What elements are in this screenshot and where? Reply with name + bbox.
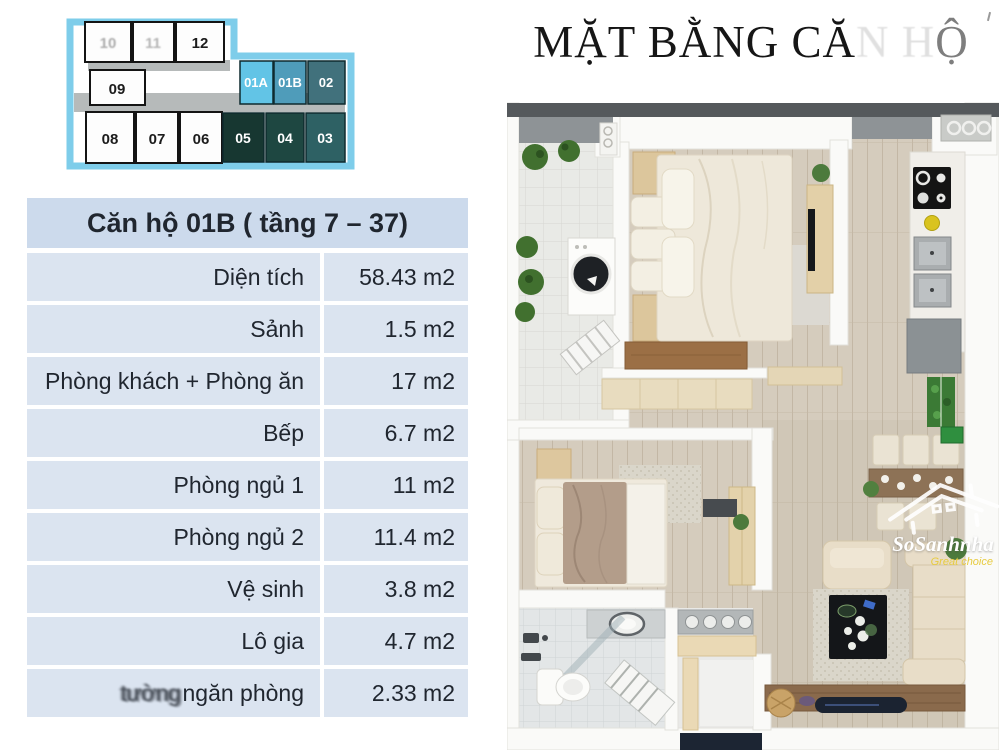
svg-text:01A: 01A (244, 75, 268, 90)
spec-label: Sảnh (27, 305, 320, 353)
green-vase (941, 427, 963, 443)
spec-label-text: ngăn phòng (182, 679, 304, 706)
watermark-tagline: Great choice (930, 556, 993, 568)
coffee-table (829, 595, 887, 659)
spec-label: Lô gia (27, 617, 320, 665)
spec-row-lo-gia (27, 617, 468, 665)
spec-value: 2.33 m2 (324, 669, 468, 717)
cooktop (913, 167, 951, 209)
spec-row-phong-ngu-2 (27, 513, 468, 561)
page-title (505, 16, 997, 68)
floor-plan-render (507, 97, 999, 750)
plant (812, 164, 830, 182)
unit-09 (90, 70, 145, 105)
title-faded-letter: Ộ (935, 17, 969, 67)
floor-plan-svg (507, 97, 999, 750)
unit-05 (223, 113, 264, 162)
spec-value: 17 m2 (324, 357, 468, 405)
bench (768, 367, 842, 385)
dish-rack (678, 610, 753, 634)
unit-06 (180, 112, 222, 163)
spec-value: 11 m2 (324, 461, 468, 509)
svg-text:10: 10 (99, 35, 117, 52)
title-visible-part: MẶT BẰNG CĂ (533, 17, 856, 67)
svg-text:12: 12 (191, 35, 209, 52)
spec-row-phong-ngu-1 (27, 461, 468, 509)
svg-text:04: 04 (277, 130, 293, 146)
spec-value: 58.43 m2 (324, 253, 468, 301)
tv-screen (808, 209, 815, 271)
entry-cabinet (683, 658, 698, 730)
entry-console (678, 636, 756, 656)
svg-text:08: 08 (101, 131, 119, 148)
unit-12 (176, 22, 224, 62)
plant (733, 514, 749, 530)
spec-label: Phòng khách + Phòng ăn (27, 357, 320, 405)
svg-text:05: 05 (235, 130, 251, 146)
decor (799, 696, 815, 706)
spec-row-sanh (27, 305, 468, 353)
spec-row-phong-khach (27, 357, 468, 405)
spec-value: 1.5 m2 (324, 305, 468, 353)
unit-location-diagram (64, 15, 356, 171)
spec-row-ve-sinh (27, 565, 468, 613)
tv-cabinet (807, 185, 833, 293)
green-decor-panel (927, 377, 955, 427)
watermark (877, 477, 999, 568)
spec-label: Vệ sinh (27, 565, 320, 613)
unit-02 (308, 61, 345, 104)
unit-11 (133, 22, 174, 62)
svg-text:06: 06 (192, 131, 210, 148)
washing-machine (568, 238, 615, 315)
svg-text:11: 11 (145, 35, 161, 52)
unit-07 (136, 112, 178, 163)
unit-01b (274, 61, 306, 104)
hall-wardrobe (602, 379, 752, 409)
spec-label (27, 669, 320, 717)
title-faded-part: N H (855, 17, 936, 67)
spec-row-dien-tich (27, 253, 468, 301)
door-mat (680, 733, 762, 750)
spec-row-tuong-ngan-phong (27, 669, 468, 717)
single-bed (535, 479, 667, 587)
watermark-brand: SoSanhnha (892, 532, 994, 556)
shelf (703, 499, 737, 517)
bowl (925, 216, 940, 231)
fridge (907, 319, 961, 373)
unit-10 (85, 22, 131, 62)
svg-text:07: 07 (148, 131, 166, 148)
unit-04 (266, 113, 304, 162)
svg-text:02: 02 (318, 75, 334, 90)
watermark-house-icon (881, 477, 999, 535)
svg-text:01B: 01B (278, 75, 302, 90)
svg-text:03: 03 (317, 130, 333, 146)
unit-08 (86, 112, 134, 163)
unit-03 (306, 113, 345, 162)
spec-row-bep (27, 409, 468, 457)
spec-table-title: Căn hộ 01B ( tầng 7 – 37) (27, 198, 468, 248)
spec-label: Bếp (27, 409, 320, 457)
spec-label: Diện tích (27, 253, 320, 301)
apartment-spec-table (27, 198, 468, 721)
entry-tile (700, 660, 753, 726)
spec-label: Phòng ngủ 1 (27, 461, 320, 509)
spec-value: 6.7 m2 (324, 409, 468, 457)
svg-text:09: 09 (108, 81, 126, 98)
spec-value: 3.8 m2 (324, 565, 468, 613)
nightstand (537, 449, 571, 483)
spec-label: Phòng ngủ 2 (27, 513, 320, 561)
smudged-word: tường (120, 679, 181, 706)
spec-value: 11.4 m2 (324, 513, 468, 561)
spec-value: 4.7 m2 (324, 617, 468, 665)
unit-01a (240, 61, 273, 104)
